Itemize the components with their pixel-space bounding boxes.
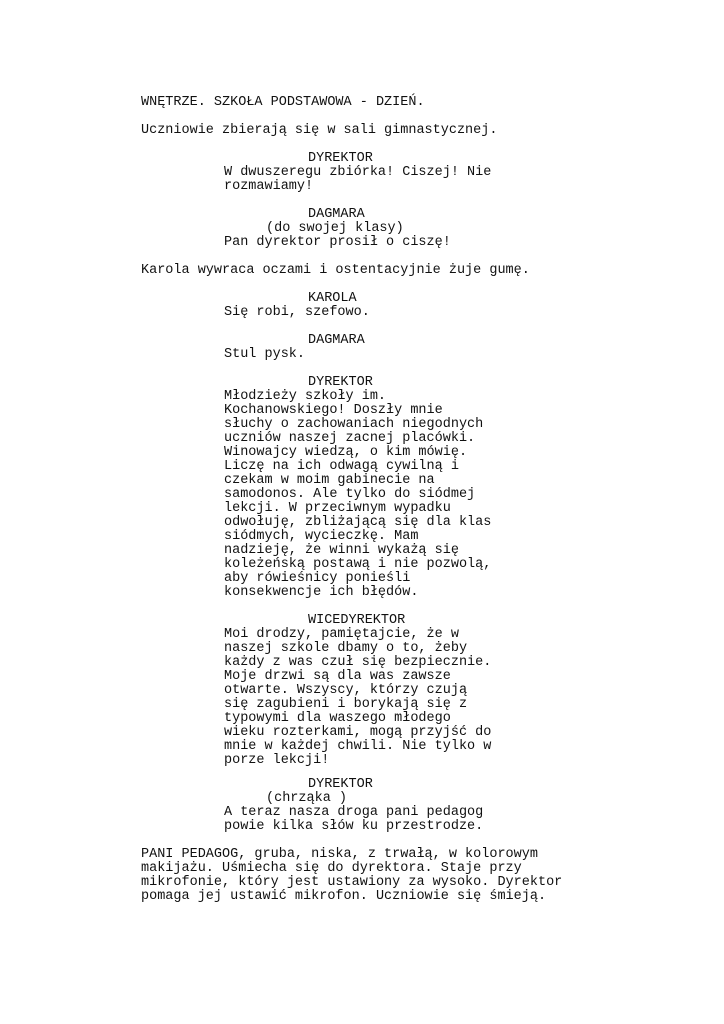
dialogue-line: porze lekcji!	[224, 753, 330, 768]
parenthetical: (do swojej klasy)	[266, 221, 404, 236]
dialogue-line: W dwuszeregu zbiórka! Ciszej! Nie	[224, 165, 492, 180]
dialogue-line: naszej szkole dbamy o to, żeby	[224, 641, 468, 656]
dialogue-line: rozmawiamy!	[224, 179, 314, 194]
dialogue-line: aby rówieśnicy ponieśli	[224, 571, 411, 586]
dialogue-line: Młodzieży szkoły im.	[224, 389, 387, 404]
character-name: DYREKTOR	[308, 151, 373, 166]
dialogue-line: czekam w moim gabinecie na	[224, 473, 435, 488]
action-line: Karola wywraca oczami i ostentacyjnie żuje gumę.	[141, 263, 530, 278]
dialogue-line: typowymi dla waszego młodego	[224, 711, 451, 726]
action-line: Uczniowie zbierają się w sali gimnastycznej.	[141, 123, 498, 138]
dialogue-line: Kochanowskiego! Doszły mnie	[224, 403, 443, 418]
dialogue-line: konsekwencje ich błędów.	[224, 585, 419, 600]
dialogue-line: lekcji. W przeciwnym wypadku	[224, 501, 451, 516]
dialogue-line: Moje drzwi są dla was zawsze	[224, 669, 451, 684]
dialogue-line: Się robi, szefowo.	[224, 305, 370, 320]
dialogue-line: otwarte. Wszyscy, którzy czują	[224, 683, 468, 698]
dialogue-line: słuchy o zachowaniach niegodnych	[224, 417, 484, 432]
character-name: KAROLA	[308, 291, 357, 306]
dialogue-line: uczniów naszej zacnej placówki.	[224, 431, 476, 446]
dialogue-line: odwołuję, zbliżającą się dla klas	[224, 515, 492, 530]
dialogue-line: nadzieję, że winni wykażą się	[224, 543, 459, 558]
dialogue-line: Stul pysk.	[224, 347, 306, 362]
action-line: mikrofonie, który jest ustawiony za wysoko. Dyrektor	[141, 875, 563, 890]
character-name: DAGMARA	[308, 207, 365, 222]
dialogue-line: A teraz nasza droga pani pedagog	[224, 805, 484, 820]
character-name: WICEDYREKTOR	[308, 613, 406, 628]
dialogue-line: samodonos. Ale tylko do siódmej	[224, 487, 476, 502]
character-name: DAGMARA	[308, 333, 365, 348]
parenthetical: (chrząka )	[266, 791, 348, 806]
action-line: makijażu. Uśmiecha się do dyrektora. Staje przy	[141, 861, 522, 876]
dialogue-line: Moi drodzy, pamiętajcie, że w	[224, 627, 459, 642]
dialogue-line: każdy z was czuł się bezpiecznie.	[224, 655, 492, 670]
dialogue-line: siódmych, wycieczkę. Mam	[224, 529, 419, 544]
action-line: PANI PEDAGOG, gruba, niska, z trwałą, w kolorowym	[141, 847, 538, 862]
dialogue-line: koleżeńską postawą i nie pozwolą,	[224, 557, 492, 572]
dialogue-line: powie kilka słów ku przestrodze.	[224, 819, 484, 834]
dialogue-line: Pan dyrektor prosił o ciszę!	[224, 235, 451, 250]
dialogue-line: Liczę na ich odwagą cywilną i	[224, 459, 459, 474]
dialogue-line: Winowajcy wiedzą, o kim mówię.	[224, 445, 468, 460]
dialogue-line: wieku rozterkami, mogą przyjść do	[224, 725, 492, 740]
character-name: DYREKTOR	[308, 777, 373, 792]
scene-heading: WNĘTRZE. SZKOŁA PODSTAWOWA - DZIEŃ.	[141, 95, 425, 110]
character-name: DYREKTOR	[308, 375, 373, 390]
dialogue-line: mnie w każdej chwili. Nie tylko w	[224, 739, 492, 754]
action-line: pomaga jej ustawić mikrofon. Uczniowie się śmieją.	[141, 889, 547, 904]
dialogue-line: się zagubieni i borykają się z	[224, 697, 468, 712]
